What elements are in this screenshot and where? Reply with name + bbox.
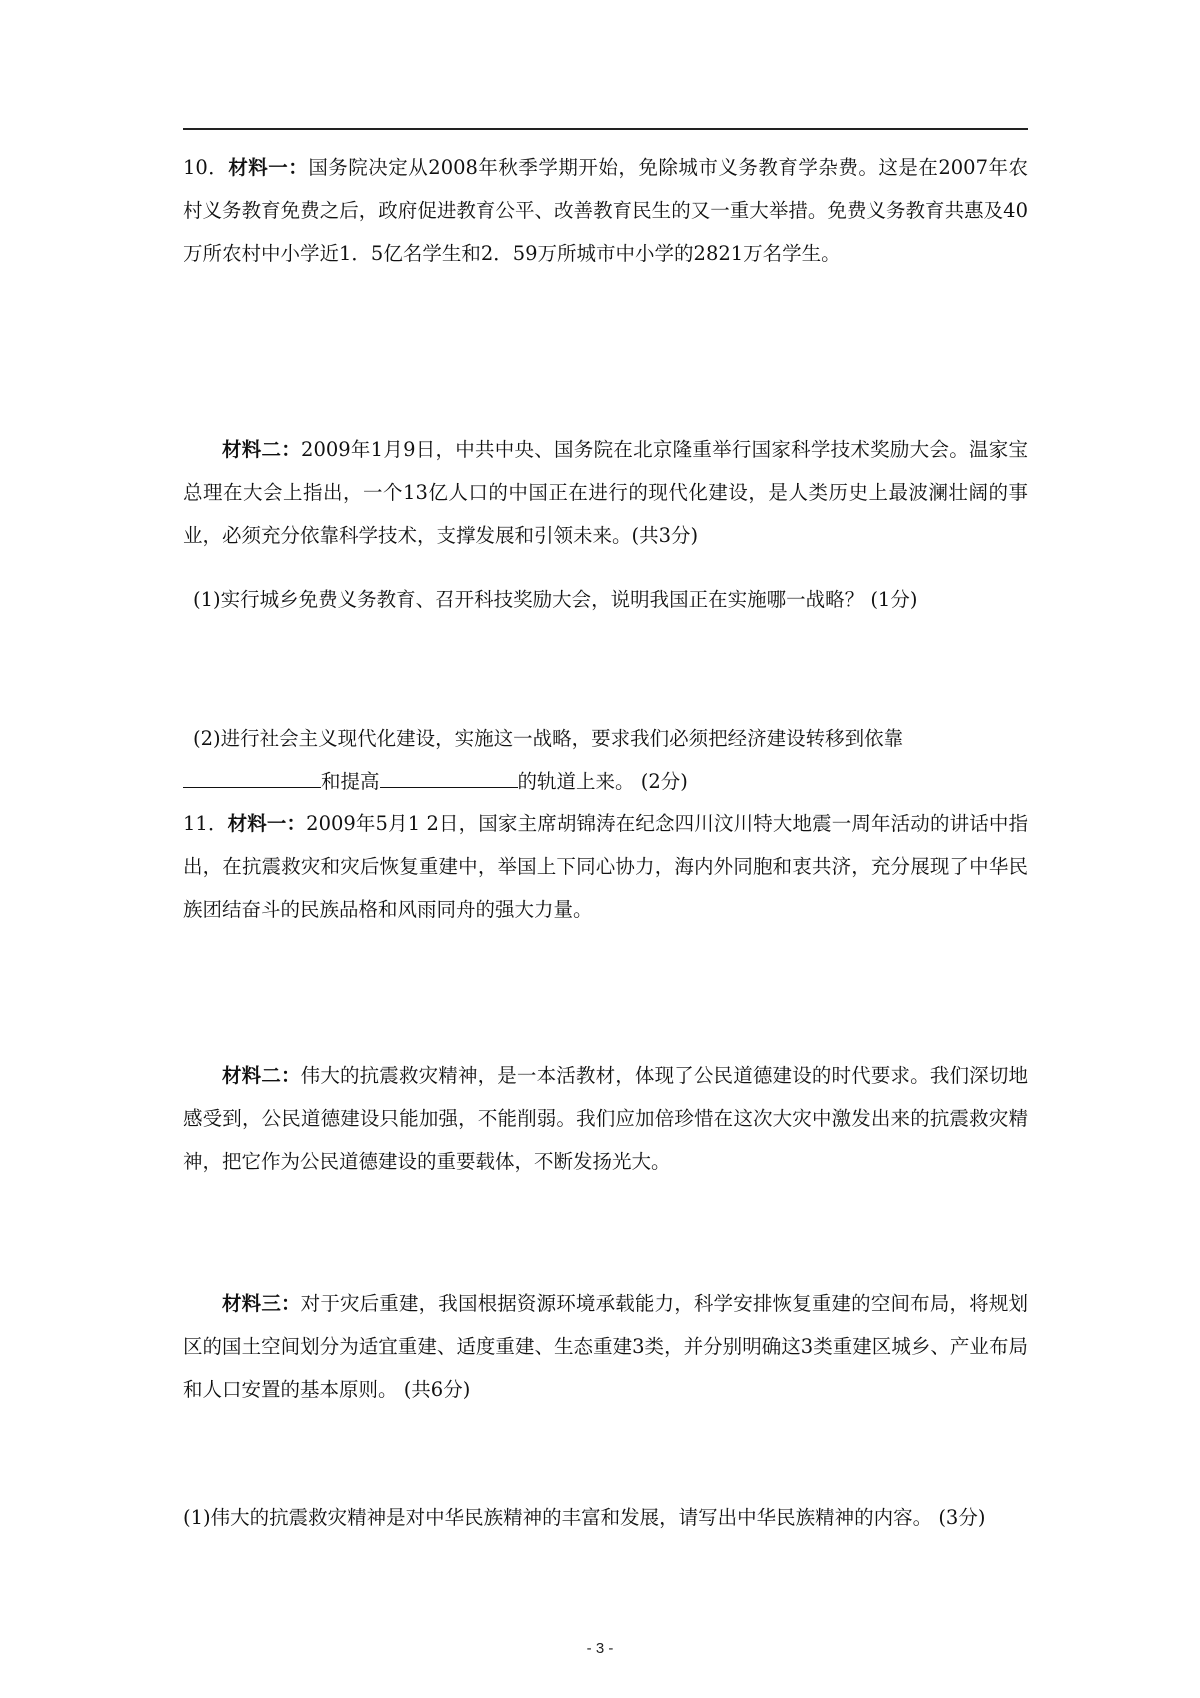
question-number: 11． bbox=[183, 812, 228, 835]
material-label: 材料一： bbox=[228, 156, 309, 179]
material-text: 伟大的抗震救灾精神，是一本活教材，体现了公民道德建设的时代要求。我们深切地感受到，公民道德建设只能加强，不能削弱。我们应加倍珍惜在这次大灾中激发出来的抗震救灾精神，把它作为公民道德建设的重要载体，不断发扬光大。 bbox=[183, 1064, 1028, 1173]
subquestion-text: (1)实行城乡免费义务教育、召开科技奖励大会，说明我国正在实施哪一战略？ (1分) bbox=[193, 588, 918, 611]
material-label: 材料一： bbox=[227, 812, 307, 835]
header-rule bbox=[183, 128, 1028, 130]
q11-material-three bbox=[183, 1282, 1028, 1411]
material-text: 2009年5月1 2日，国家主席胡锦涛在纪念四川汶川特大地震一周年活动的讲话中指出，在抗震救灾和灾后恢复重建中，举国上下同心协力，海内外同胞和衷共济，充分展现了中华民族团结奋斗的民族品格和风雨同舟的强大力量。 bbox=[183, 812, 1028, 921]
answer-blank[interactable] bbox=[380, 767, 518, 788]
subquestion-text: 的轨道上来。 (2分) bbox=[517, 770, 688, 793]
material-label: 材料二： bbox=[222, 438, 302, 461]
question-number: 10． bbox=[183, 156, 229, 179]
q10-material-two bbox=[183, 428, 1028, 557]
material-label: 材料二： bbox=[222, 1064, 301, 1087]
q10-subquestion-1 bbox=[183, 578, 1038, 621]
subquestion-text: (2)进行社会主义现代化建设，实施这一战略，要求我们必须把经济建设转移到依靠 bbox=[193, 727, 904, 750]
material-label: 材料三： bbox=[222, 1292, 301, 1315]
q10-material-one bbox=[183, 146, 1028, 275]
material-text: 对于灾后重建，我国根据资源环境承载能力，科学安排恢复重建的空间布局，将规划区的国土空间划分为适宜重建、适度重建、生态重建3类，并分别明确这3类重建区城乡、产业布局和人口安置的基本原则。 (共6分) bbox=[183, 1292, 1028, 1401]
material-text: 2009年1月9日，中共中央、国务院在北京隆重举行国家科学技术奖励大会。温家宝总理在大会上指出，一个13亿人口的中国正在进行的现代化建设，是人类历史上最波澜壮阔的事业，必须充分依靠科学技术，支撑发展和引领未来。(共3分) bbox=[183, 438, 1028, 547]
q10-subquestion-2 bbox=[183, 717, 1038, 760]
material-text: 国务院决定从2008年秋季学期开始，免除城市义务教育学杂费。这是在2007年农村义务教育免费之后，政府促进教育公平、改善教育民生的又一重大举措。免费义务教育共惠及40万所农村中小学近1．5亿名学生和2．59万所城市中小学的2821万名学生。 bbox=[183, 156, 1028, 265]
subquestion-text: (1)伟大的抗震救灾精神是对中华民族精神的丰富和发展，请写出中华民族精神的内容。 (3分) bbox=[183, 1506, 986, 1529]
q10-subquestion-2-blanks bbox=[183, 760, 1028, 803]
page-number: - 3 - bbox=[586, 1640, 614, 1657]
q11-material-one bbox=[183, 802, 1028, 931]
answer-blank[interactable] bbox=[183, 767, 321, 788]
subquestion-text: 和提高 bbox=[321, 770, 380, 793]
q11-subquestion-1 bbox=[183, 1496, 1028, 1539]
q11-material-two bbox=[183, 1054, 1028, 1183]
